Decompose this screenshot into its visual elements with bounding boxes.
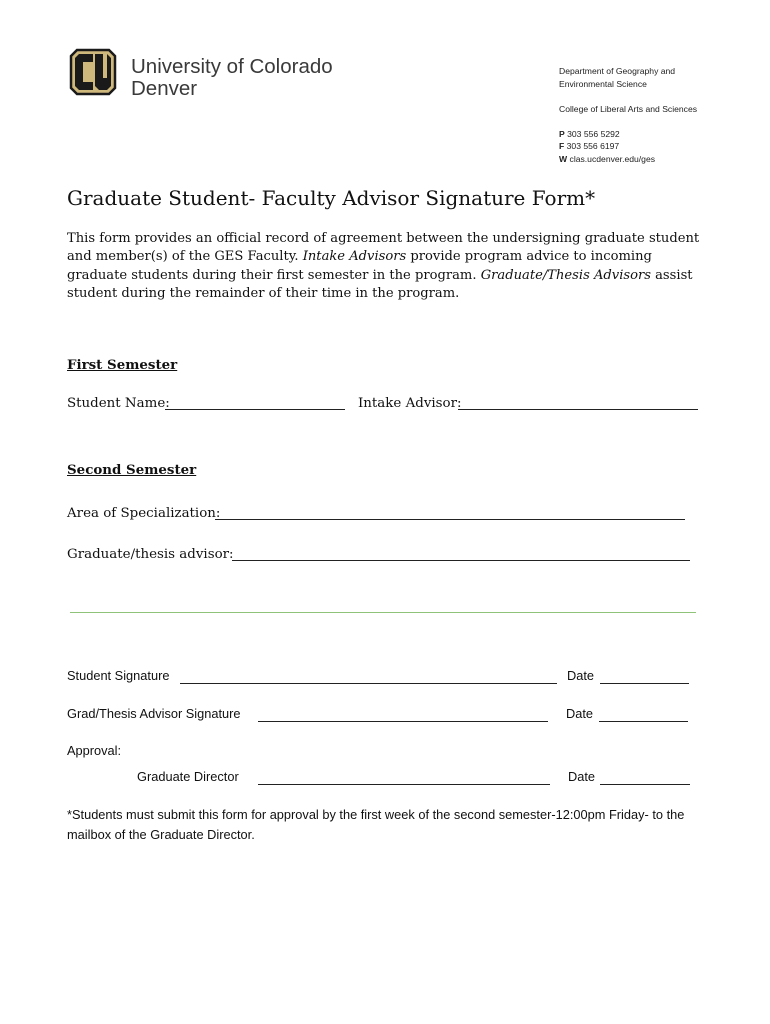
specialization-field[interactable] [215, 507, 685, 520]
university-name: University of Colorado Denver [131, 55, 333, 100]
student-date-field[interactable] [600, 670, 689, 684]
student-signature-label: Student Signature [67, 668, 170, 683]
advisor-date-field[interactable] [599, 708, 688, 722]
date-label: Date [568, 769, 596, 784]
graduate-director-label: Graduate Director [137, 769, 239, 784]
first-semester-heading: First Semester [67, 357, 178, 373]
director-signature-field[interactable] [258, 771, 550, 785]
specialization-label: Area of Specialization: [67, 506, 221, 521]
intake-advisor-label: Intake Advisor: [358, 396, 462, 411]
grad-advisor-field[interactable] [232, 548, 690, 561]
website: W clas.ucdenver.edu/ges [559, 153, 656, 164]
department-name-cont: Environmental Science [559, 78, 647, 89]
fax: F 303 556 6197 [559, 141, 620, 151]
date-label: Date [567, 668, 595, 683]
college-name: College of Liberal Arts and Sciences [559, 103, 698, 114]
student-name-row: Student Name: [67, 396, 170, 411]
divider [70, 612, 696, 613]
advisor-signature-field[interactable] [258, 708, 548, 722]
intake-advisor-field[interactable] [458, 397, 698, 410]
approval-label: Approval: [67, 743, 122, 758]
department-contact-block [559, 65, 759, 165]
second-semester-heading: Second Semester [67, 462, 197, 478]
date-label: Date [566, 706, 594, 721]
director-date-field[interactable] [600, 771, 690, 785]
intro-paragraph: This form provides an official record of agreement between the undersigning graduate student and member(s) of the GES Faculty. Intake Advisors provide program advice to incoming graduate students during their first semester in the program. Graduate/Thesis Advisors assist student during the remainder of their time in the program. [67, 231, 700, 301]
form-title: Graduate Student- Faculty Advisor Signature Form* [67, 186, 596, 210]
student-signature-field[interactable] [180, 670, 557, 684]
cu-logo-icon [67, 46, 119, 98]
department-name: Department of Geography and [559, 66, 676, 76]
advisor-signature-label: Grad/Thesis Advisor Signature [67, 706, 241, 721]
grad-advisor-label: Graduate/thesis advisor: [67, 547, 234, 562]
student-name-field[interactable] [165, 397, 345, 410]
submission-footnote: *Students must submit this form for approval by the first week of the second semester-12:00pm Friday- to the mailbox of the Graduate Director. [67, 807, 685, 842]
phone: P 303 556 5292 [559, 128, 620, 139]
